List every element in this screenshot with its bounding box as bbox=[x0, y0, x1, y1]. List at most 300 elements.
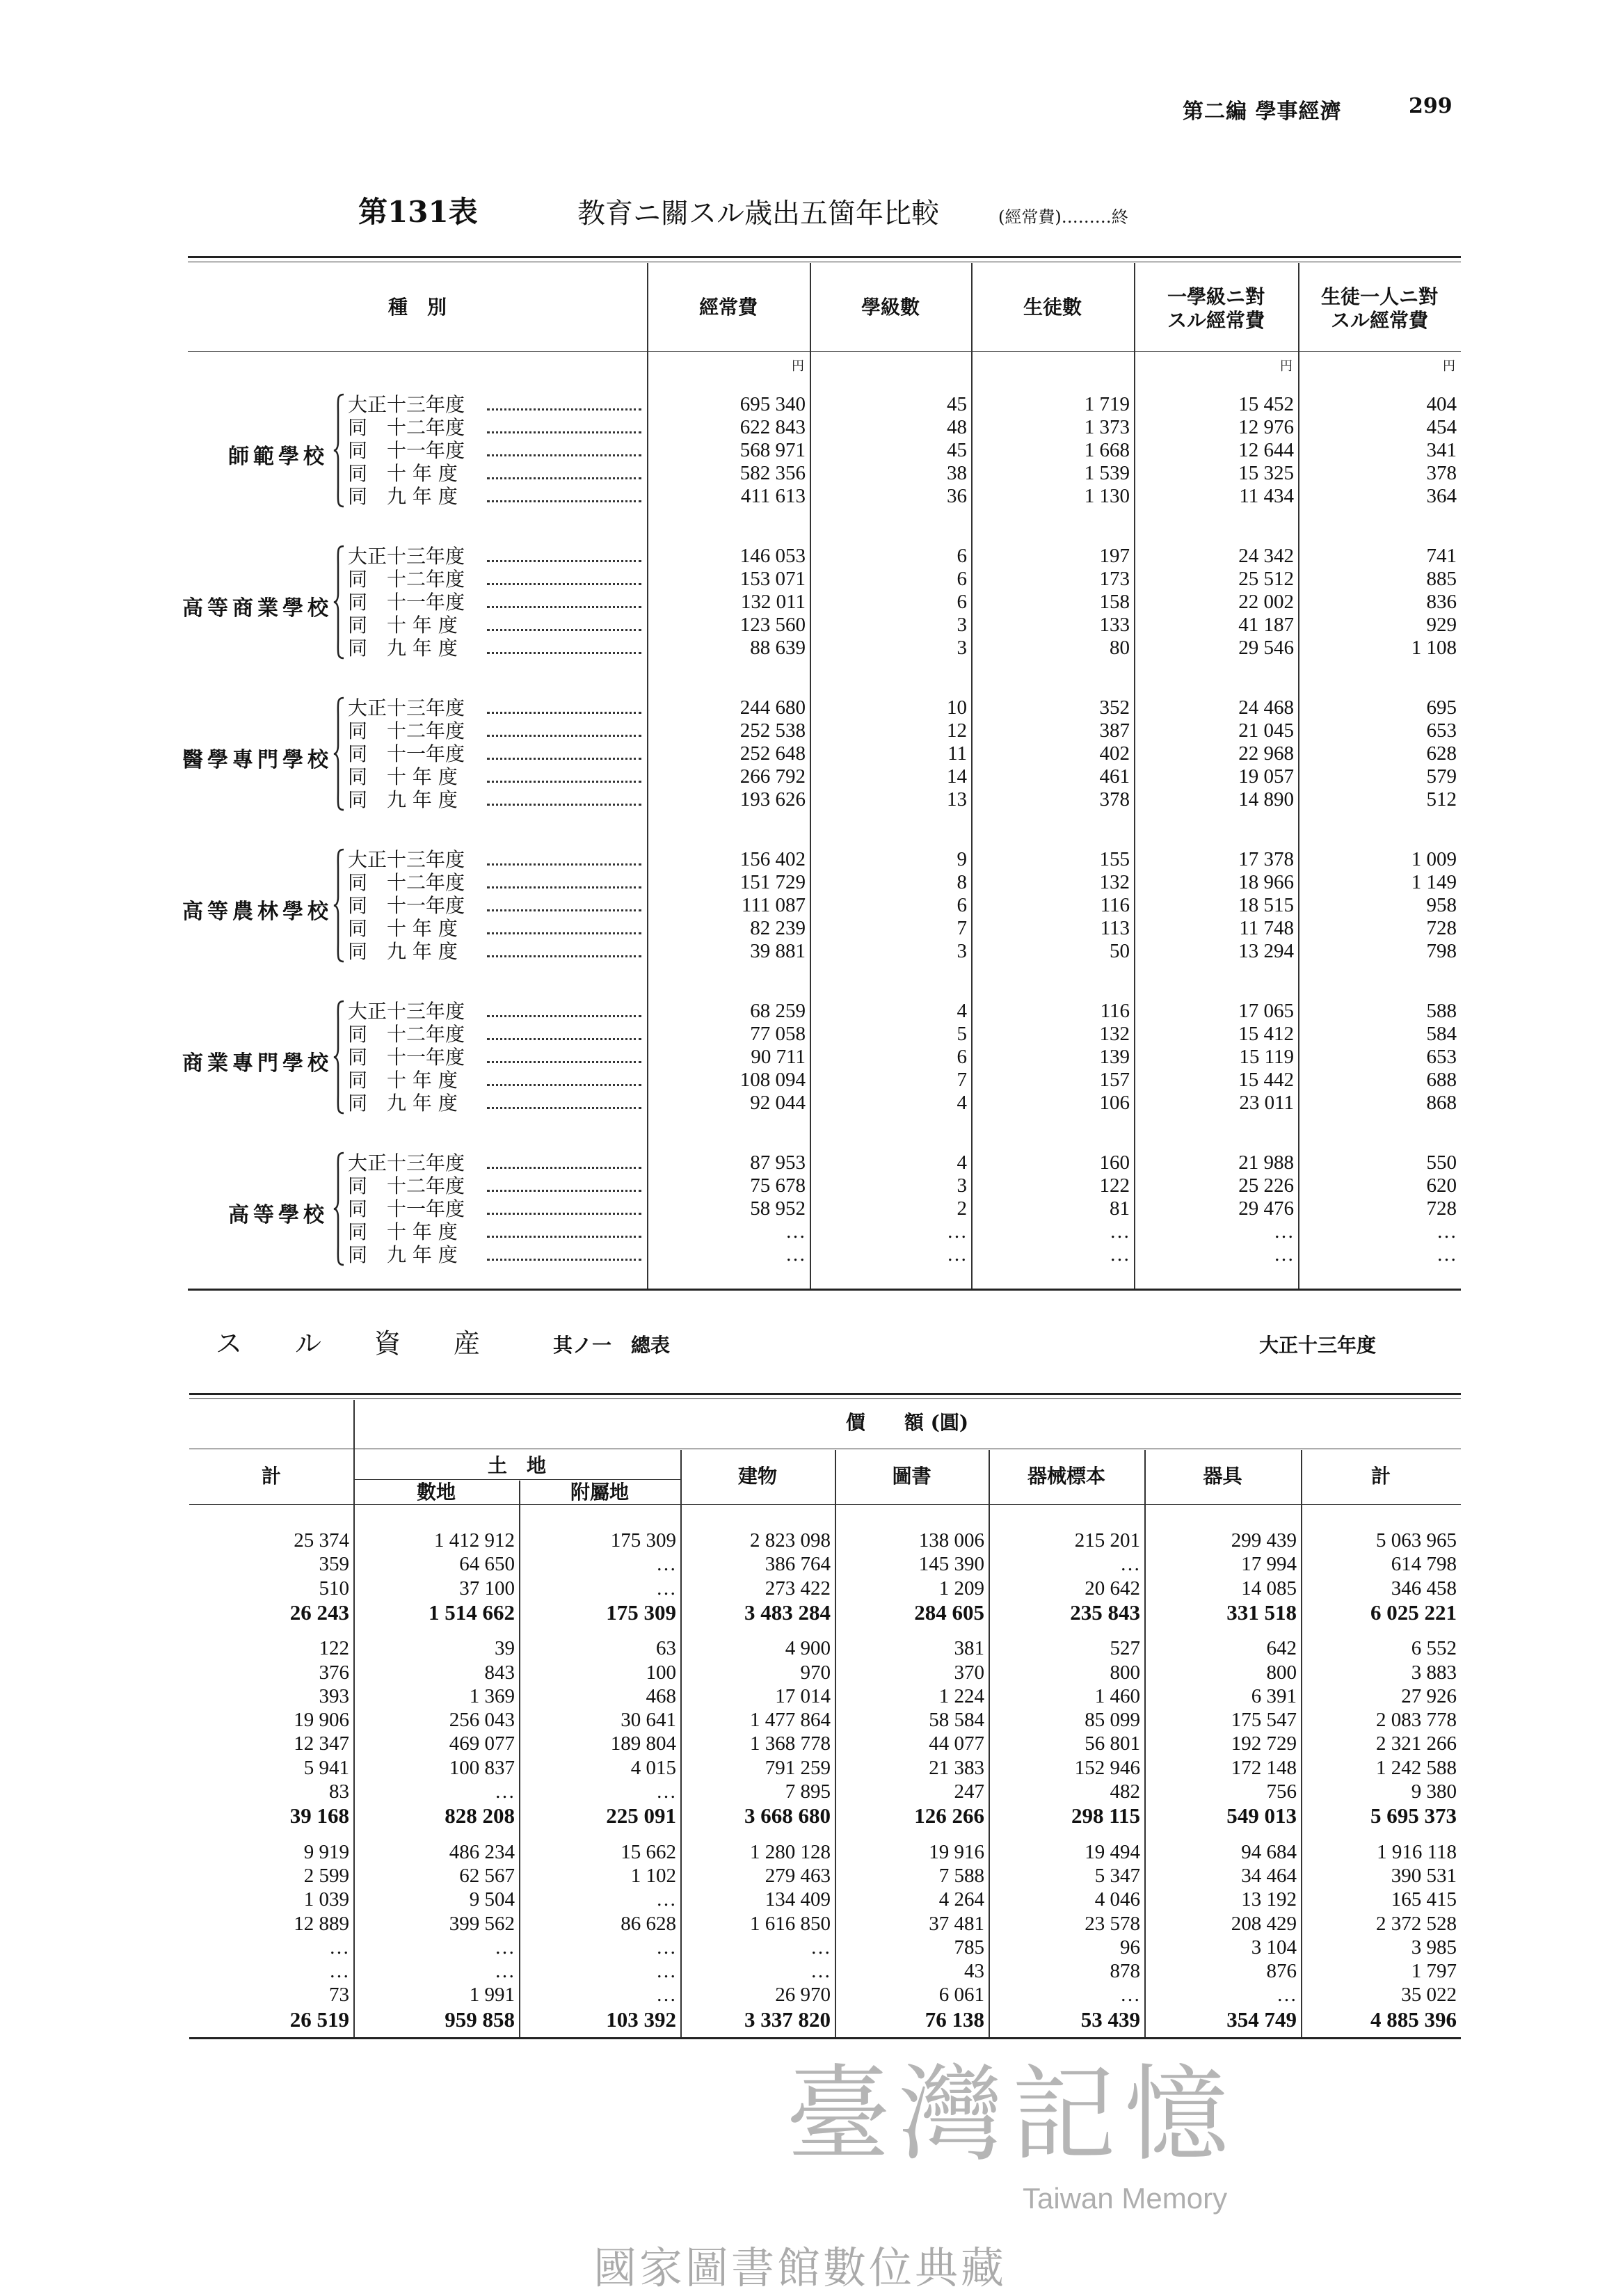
table-cell: 26 970 bbox=[775, 1984, 831, 2007]
table-cell: 1 369 bbox=[469, 1684, 515, 1707]
table-cell: 10 bbox=[947, 696, 967, 719]
table-cell: 5 bbox=[957, 1023, 967, 1045]
column-divider bbox=[647, 263, 648, 1289]
table-cell: 6 061 bbox=[938, 1984, 984, 2007]
table-cell: 15 662 bbox=[621, 1840, 676, 1863]
table-cell: 695 340 bbox=[739, 393, 806, 415]
table-cell: 486 234 bbox=[449, 1840, 515, 1863]
table-cell: 614 798 bbox=[1391, 1553, 1457, 1576]
table-cell: 1 797 bbox=[1411, 1960, 1457, 1983]
table-cell: 728 bbox=[1426, 1197, 1457, 1220]
table-cell: 23 578 bbox=[1085, 1912, 1140, 1935]
table-cell: 139 bbox=[1099, 1046, 1130, 1068]
table-bottom-rule bbox=[188, 1289, 1461, 1291]
total-cell: 103 392 bbox=[606, 2007, 676, 2032]
year-label: 大正十三年度 bbox=[348, 696, 465, 719]
leader-dots bbox=[487, 804, 641, 806]
table-cell: 1 412 912 bbox=[434, 1529, 515, 1552]
table-cell: 1 991 bbox=[469, 1984, 515, 2007]
year-label: 同 十二年度 bbox=[348, 719, 465, 742]
total-cell: 354 749 bbox=[1226, 2007, 1297, 2032]
leader-dots bbox=[487, 408, 641, 410]
table-cell: 12 644 bbox=[1238, 439, 1294, 461]
table-cell: 132 011 bbox=[740, 591, 806, 613]
table-cell: 4 046 bbox=[1094, 1888, 1140, 1911]
table-cell: 29 546 bbox=[1238, 637, 1294, 659]
table-cell: 151 729 bbox=[739, 871, 806, 893]
leader-dots bbox=[487, 758, 641, 760]
table-cell: 3 bbox=[957, 1174, 967, 1197]
table-cell: 145 390 bbox=[918, 1553, 984, 1576]
table-cell: 800 bbox=[1266, 1661, 1297, 1684]
table-cell: 688 bbox=[1426, 1069, 1457, 1091]
table-cell: 39 881 bbox=[750, 940, 806, 962]
table-cell: … bbox=[656, 1553, 676, 1576]
table-bottom-rule bbox=[189, 2037, 1461, 2039]
leader-dots bbox=[487, 560, 641, 562]
total-cell: 331 518 bbox=[1226, 1600, 1297, 1625]
table-cell: 19 916 bbox=[929, 1840, 984, 1863]
table-cell: 17 014 bbox=[775, 1684, 831, 1707]
table-cell: 13 294 bbox=[1238, 940, 1294, 962]
column-header: 器具 bbox=[1203, 1465, 1242, 1488]
table-cell: 2 bbox=[957, 1197, 967, 1220]
year-label: 同 九 年 度 bbox=[348, 940, 458, 963]
table-cell: 146 053 bbox=[739, 545, 806, 567]
group-label: 商業專門學校 bbox=[182, 1051, 333, 1076]
unit-label: 円 bbox=[792, 359, 804, 374]
table-cell: 58 952 bbox=[750, 1197, 806, 1220]
table-top-rule-2 bbox=[189, 1398, 1461, 1399]
table-cell: 653 bbox=[1426, 1046, 1457, 1068]
table-cell: 642 bbox=[1266, 1637, 1297, 1660]
total-cell: 26 519 bbox=[289, 2007, 349, 2032]
table-cell: 15 119 bbox=[1239, 1046, 1294, 1068]
table-cell: 468 bbox=[646, 1684, 676, 1707]
group-label: 師範學校 bbox=[228, 445, 328, 469]
table-cell: … bbox=[1274, 1220, 1294, 1243]
leader-dots bbox=[487, 1236, 641, 1238]
table-cell: 172 148 bbox=[1231, 1756, 1297, 1779]
table-cell: 11 bbox=[947, 742, 967, 765]
table-cell: 378 bbox=[1099, 788, 1130, 811]
table-cell: … bbox=[495, 1936, 515, 1959]
table-cell: 404 bbox=[1426, 393, 1457, 415]
table-cell: 728 bbox=[1426, 917, 1457, 939]
footer-credit: 國家圖書館數位典藏 bbox=[593, 2242, 1007, 2293]
year-label: 同 九 年 度 bbox=[348, 485, 458, 508]
table-cell: 208 429 bbox=[1231, 1912, 1297, 1935]
table-cell: 68 259 bbox=[750, 1000, 806, 1022]
table-top-rule bbox=[189, 1393, 1461, 1395]
leader-dots bbox=[487, 712, 641, 714]
table-cell: 1 460 bbox=[1094, 1684, 1140, 1707]
table-cell: 273 422 bbox=[765, 1577, 831, 1600]
table-cell: 152 946 bbox=[1074, 1756, 1140, 1779]
year-label: 同 十二年度 bbox=[348, 416, 465, 439]
table-cell: 868 bbox=[1426, 1092, 1457, 1114]
table-cell: 123 560 bbox=[739, 614, 806, 636]
table-cell: 83 bbox=[329, 1780, 349, 1803]
table-cell: 113 bbox=[1100, 917, 1130, 939]
table-cell: 45 bbox=[947, 439, 967, 461]
table-cell: 158 bbox=[1099, 591, 1130, 613]
year-label: 同 九 年 度 bbox=[348, 788, 458, 811]
table-cell: 94 684 bbox=[1241, 1840, 1297, 1863]
leader-dots bbox=[487, 1190, 641, 1192]
table-cell: 2 372 528 bbox=[1376, 1912, 1457, 1935]
total-cell: 959 858 bbox=[445, 2007, 515, 2032]
column-divider bbox=[1134, 263, 1135, 1289]
table-cell: 9 380 bbox=[1411, 1780, 1457, 1803]
table-cell: 50 bbox=[1110, 940, 1130, 962]
table-cell: 7 895 bbox=[785, 1780, 831, 1803]
table-cell: 4 264 bbox=[938, 1888, 984, 1911]
table-cell: 622 843 bbox=[739, 416, 806, 438]
land-header: 土 地 bbox=[487, 1454, 546, 1477]
table-cell: … bbox=[947, 1220, 967, 1243]
table-title: 教育ニ關スル歳出五箇年比較 bbox=[577, 198, 939, 230]
table-cell: 7 bbox=[957, 1069, 967, 1091]
table-cell: 15 412 bbox=[1238, 1023, 1294, 1045]
table-cell: 1 102 bbox=[630, 1864, 676, 1887]
running-header-section: 第二編 學事經濟 bbox=[1183, 99, 1342, 124]
leader-dots bbox=[487, 1084, 641, 1086]
table-cell: … bbox=[947, 1243, 967, 1266]
leader-dots bbox=[487, 454, 641, 456]
table-cell: 376 bbox=[319, 1661, 349, 1684]
column-header: 附屬地 bbox=[570, 1481, 629, 1504]
table-cell: 22 968 bbox=[1238, 742, 1294, 765]
leader-dots bbox=[487, 1061, 641, 1063]
table-cell: 6 bbox=[957, 591, 967, 613]
table-cell: 12 347 bbox=[294, 1732, 349, 1755]
year-label: 同 十 年 度 bbox=[348, 462, 458, 485]
table-cell: 1 242 588 bbox=[1376, 1756, 1457, 1779]
year-label: 同 十一年度 bbox=[348, 1046, 465, 1069]
table-cell: 19 906 bbox=[294, 1709, 349, 1732]
table-cell: … bbox=[1110, 1243, 1130, 1266]
table-cell: 37 100 bbox=[459, 1577, 515, 1600]
table-cell: 3 bbox=[957, 614, 967, 636]
table-cell: 1 916 118 bbox=[1377, 1840, 1457, 1863]
total-cell: 3 337 820 bbox=[744, 2007, 831, 2032]
year-label: 同 十二年度 bbox=[348, 1174, 465, 1197]
brace-icon bbox=[333, 393, 345, 508]
table-cell: 2 599 bbox=[303, 1864, 349, 1887]
year-label: 同 十二年度 bbox=[348, 1023, 465, 1046]
table-top-rule bbox=[188, 256, 1461, 258]
table-cell: 122 bbox=[319, 1637, 349, 1660]
column-header: 生徒一人ニ對 スル經常費 bbox=[1320, 285, 1438, 332]
table-cell: 165 415 bbox=[1391, 1888, 1457, 1911]
table-cell: 454 bbox=[1426, 416, 1457, 438]
year-label: 大正十三年度 bbox=[348, 545, 465, 568]
table-cell: 64 650 bbox=[459, 1553, 515, 1576]
table-cell: 106 bbox=[1099, 1092, 1130, 1114]
leader-dots bbox=[487, 500, 641, 502]
column-header: 一學級ニ對 スル經常費 bbox=[1167, 285, 1265, 332]
table-cell: 3 bbox=[957, 940, 967, 962]
table-cell: 6 bbox=[957, 545, 967, 567]
table-cell: 4 bbox=[957, 1092, 967, 1114]
leader-dots bbox=[487, 1167, 641, 1169]
table-cell: 175 309 bbox=[610, 1529, 676, 1552]
table-cell: 90 711 bbox=[751, 1046, 806, 1068]
total-cell: 126 266 bbox=[914, 1803, 984, 1828]
brace-icon bbox=[333, 848, 345, 963]
year-label: 同 十一年度 bbox=[348, 742, 465, 765]
table-cell: 82 239 bbox=[750, 917, 806, 939]
year-label: 同 十一年度 bbox=[348, 894, 465, 917]
table-cell: 19 057 bbox=[1238, 765, 1294, 788]
table-cell: … bbox=[1277, 1984, 1297, 2007]
table-cell: 81 bbox=[1110, 1197, 1130, 1220]
table-cell: 14 085 bbox=[1241, 1577, 1297, 1600]
total-cell: 3 668 680 bbox=[744, 1803, 831, 1828]
table-cell: 77 058 bbox=[750, 1023, 806, 1045]
year-label: 同 十 年 度 bbox=[348, 1220, 458, 1243]
column-header: 計 bbox=[1370, 1465, 1391, 1488]
table-cell: 86 628 bbox=[621, 1912, 676, 1935]
table-cell: 791 259 bbox=[765, 1756, 831, 1779]
group-label: 高等農林學校 bbox=[182, 900, 333, 924]
table-cell: 215 201 bbox=[1074, 1529, 1140, 1552]
leader-dots bbox=[487, 1015, 641, 1017]
column-divider bbox=[680, 1450, 682, 2037]
table-cell: 197 bbox=[1099, 545, 1130, 567]
table-cell: 1 280 128 bbox=[750, 1840, 831, 1863]
group-label: 醫學專門學校 bbox=[182, 748, 333, 772]
assets-year: 大正十三年度 bbox=[1259, 1334, 1377, 1357]
table-cell: 88 639 bbox=[750, 637, 806, 659]
table-cell: 584 bbox=[1426, 1023, 1457, 1045]
table-cell: 15 325 bbox=[1238, 462, 1294, 484]
table-cell: 885 bbox=[1426, 568, 1457, 590]
year-label: 同 九 年 度 bbox=[348, 637, 458, 660]
leader-dots bbox=[487, 1213, 641, 1215]
table-cell: 4 015 bbox=[630, 1756, 676, 1779]
table-cell: 299 439 bbox=[1231, 1529, 1297, 1552]
table-cell: 482 bbox=[1110, 1780, 1140, 1803]
table-cell: … bbox=[1437, 1220, 1457, 1243]
table-cell: 108 094 bbox=[739, 1069, 806, 1091]
total-cell: 6 025 221 bbox=[1370, 1600, 1457, 1625]
table-cell: 252 538 bbox=[739, 719, 806, 742]
year-label: 大正十三年度 bbox=[348, 1151, 465, 1174]
table-cell: 588 bbox=[1426, 1000, 1457, 1022]
year-label: 同 十二年度 bbox=[348, 871, 465, 894]
table-cell: 35 022 bbox=[1401, 1984, 1457, 2007]
column-divider bbox=[810, 263, 811, 1289]
table-cell: 160 bbox=[1099, 1151, 1130, 1174]
table-cell: 550 bbox=[1426, 1151, 1457, 1174]
column-header: 器械標本 bbox=[1027, 1465, 1105, 1488]
table-cell: 1 539 bbox=[1084, 462, 1130, 484]
table-cell: 14 bbox=[947, 765, 967, 788]
table-cell: 5 063 965 bbox=[1376, 1529, 1457, 1552]
table-cell: 798 bbox=[1426, 940, 1457, 962]
table-cell: 157 bbox=[1099, 1069, 1130, 1091]
table-cell: 244 680 bbox=[739, 696, 806, 719]
table-cell: 24 342 bbox=[1238, 545, 1294, 567]
table-cell: 100 bbox=[646, 1661, 676, 1684]
table-cell: … bbox=[785, 1243, 806, 1266]
table-cell: 510 bbox=[319, 1577, 349, 1600]
table-cell: … bbox=[329, 1960, 349, 1983]
table-cell: 7 588 bbox=[938, 1864, 984, 1887]
table-cell: 970 bbox=[800, 1661, 831, 1684]
table-cell: 133 bbox=[1099, 614, 1130, 636]
table-cell: 80 bbox=[1110, 637, 1130, 659]
year-label: 同 十 年 度 bbox=[348, 614, 458, 637]
table-cell: 111 087 bbox=[741, 894, 806, 916]
table-cell: 100 837 bbox=[449, 1756, 515, 1779]
year-label: 同 十一年度 bbox=[348, 591, 465, 614]
leader-dots bbox=[487, 932, 641, 934]
header-bottom-rule bbox=[188, 351, 1461, 352]
total-cell: 39 168 bbox=[289, 1803, 349, 1828]
table-cell: 399 562 bbox=[449, 1912, 515, 1935]
table-cell: 370 bbox=[954, 1661, 984, 1684]
total-cell: 175 309 bbox=[606, 1600, 676, 1625]
land-header-rule bbox=[353, 1479, 680, 1480]
table-cell: 2 321 266 bbox=[1376, 1732, 1457, 1755]
table-cell: … bbox=[656, 1780, 676, 1803]
table-cell: 22 002 bbox=[1238, 591, 1294, 613]
table-cell: … bbox=[785, 1220, 806, 1243]
table-cell: 29 476 bbox=[1238, 1197, 1294, 1220]
column-divider bbox=[989, 1450, 990, 2037]
leader-dots bbox=[487, 1259, 641, 1261]
table-cell: 58 584 bbox=[929, 1709, 984, 1732]
brace-icon bbox=[333, 696, 345, 811]
total-cell: 53 439 bbox=[1080, 2007, 1140, 2032]
table-cell: … bbox=[1274, 1243, 1294, 1266]
table-cell: 75 678 bbox=[750, 1174, 806, 1197]
table-cell: … bbox=[495, 1780, 515, 1803]
table-cell: … bbox=[810, 1960, 831, 1983]
table-cell: 3 883 bbox=[1411, 1661, 1457, 1684]
table-cell: 138 006 bbox=[918, 1529, 984, 1552]
table-cell: 63 bbox=[656, 1637, 676, 1660]
brace-icon bbox=[333, 545, 345, 660]
leader-dots bbox=[487, 431, 641, 433]
table-cell: 4 bbox=[957, 1000, 967, 1022]
table-cell: 44 077 bbox=[929, 1732, 984, 1755]
table-cell: 12 976 bbox=[1238, 416, 1294, 438]
table-cell: 346 458 bbox=[1391, 1577, 1457, 1600]
table-cell: 653 bbox=[1426, 719, 1457, 742]
leader-dots bbox=[487, 886, 641, 888]
table-cell: 27 926 bbox=[1401, 1684, 1457, 1707]
leader-dots bbox=[487, 652, 641, 654]
table-cell: 116 bbox=[1100, 1000, 1130, 1022]
table-cell: 41 187 bbox=[1238, 614, 1294, 636]
table-cell: … bbox=[656, 1984, 676, 2007]
table-cell: … bbox=[810, 1936, 831, 1959]
brace-icon bbox=[333, 1151, 345, 1266]
table-cell: 73 bbox=[329, 1984, 349, 2007]
year-label: 同 十一年度 bbox=[348, 1197, 465, 1220]
table-cell: 155 bbox=[1099, 848, 1130, 870]
table-cell: 18 515 bbox=[1238, 894, 1294, 916]
table-cell: 37 481 bbox=[929, 1912, 984, 1935]
column-divider bbox=[1298, 263, 1299, 1289]
table-cell: … bbox=[1120, 1553, 1140, 1576]
column-header: 種 別 bbox=[387, 296, 447, 319]
leader-dots bbox=[487, 606, 641, 608]
table-cell: 695 bbox=[1426, 696, 1457, 719]
table-cell: 85 099 bbox=[1085, 1709, 1140, 1732]
table-cell: … bbox=[656, 1577, 676, 1600]
total-cell: 828 208 bbox=[445, 1803, 515, 1828]
year-label: 大正十三年度 bbox=[348, 393, 465, 416]
table-cell: 96 bbox=[1120, 1936, 1140, 1959]
table-cell: 132 bbox=[1099, 871, 1130, 893]
table-cell: 5 941 bbox=[303, 1756, 349, 1779]
table-cell: 8 bbox=[957, 871, 967, 893]
table-cell: 193 626 bbox=[739, 788, 806, 811]
leader-dots bbox=[487, 583, 641, 585]
table-cell: 38 bbox=[947, 462, 967, 484]
group-label: 高等學校 bbox=[228, 1203, 328, 1227]
table-cell: 62 567 bbox=[459, 1864, 515, 1887]
unit-label: 円 bbox=[1280, 359, 1293, 374]
table-cell: 12 bbox=[947, 719, 967, 742]
table-cell: 122 bbox=[1099, 1174, 1130, 1197]
table-cell: 620 bbox=[1426, 1174, 1457, 1197]
table-cell: 6 bbox=[957, 568, 967, 590]
total-cell: 1 514 662 bbox=[429, 1600, 515, 1625]
table-cell: 36 bbox=[947, 485, 967, 507]
table-cell: 175 547 bbox=[1231, 1709, 1297, 1732]
table-cell: 5 347 bbox=[1094, 1864, 1140, 1887]
table-cell: 116 bbox=[1100, 894, 1130, 916]
total-cell: 225 091 bbox=[606, 1803, 676, 1828]
table-cell: 741 bbox=[1426, 545, 1457, 567]
table-cell: 45 bbox=[947, 393, 967, 415]
table-cell: 156 402 bbox=[739, 848, 806, 870]
table-cell: 1 149 bbox=[1411, 871, 1457, 893]
table-cell: 134 409 bbox=[765, 1888, 831, 1911]
table-cell: 512 bbox=[1426, 788, 1457, 811]
column-header: 生徒數 bbox=[1023, 296, 1082, 319]
table-cell: 11 434 bbox=[1239, 485, 1294, 507]
table-cell: 18 966 bbox=[1238, 871, 1294, 893]
table-cell: 579 bbox=[1426, 765, 1457, 788]
table-cell: 21 383 bbox=[929, 1756, 984, 1779]
table-cell: 24 468 bbox=[1238, 696, 1294, 719]
leader-dots bbox=[487, 1107, 641, 1109]
table-cell: 17 378 bbox=[1238, 848, 1294, 870]
table-cell: 1 009 bbox=[1411, 848, 1457, 870]
column-divider bbox=[1301, 1450, 1302, 2037]
column-divider bbox=[1144, 1450, 1146, 2037]
table-cell: 958 bbox=[1426, 894, 1457, 916]
leader-dots bbox=[487, 629, 641, 631]
column-divider bbox=[971, 263, 973, 1289]
year-label: 同 十一年度 bbox=[348, 439, 465, 462]
table-cell: 1 108 bbox=[1411, 637, 1457, 659]
table-cell: 359 bbox=[319, 1553, 349, 1576]
table-cell: 402 bbox=[1099, 742, 1130, 765]
table-cell: 628 bbox=[1426, 742, 1457, 765]
leader-dots bbox=[487, 909, 641, 911]
table-cell: 461 bbox=[1099, 765, 1130, 788]
table-cell: 132 bbox=[1099, 1023, 1130, 1045]
header-bottom-rule bbox=[189, 1504, 1461, 1505]
